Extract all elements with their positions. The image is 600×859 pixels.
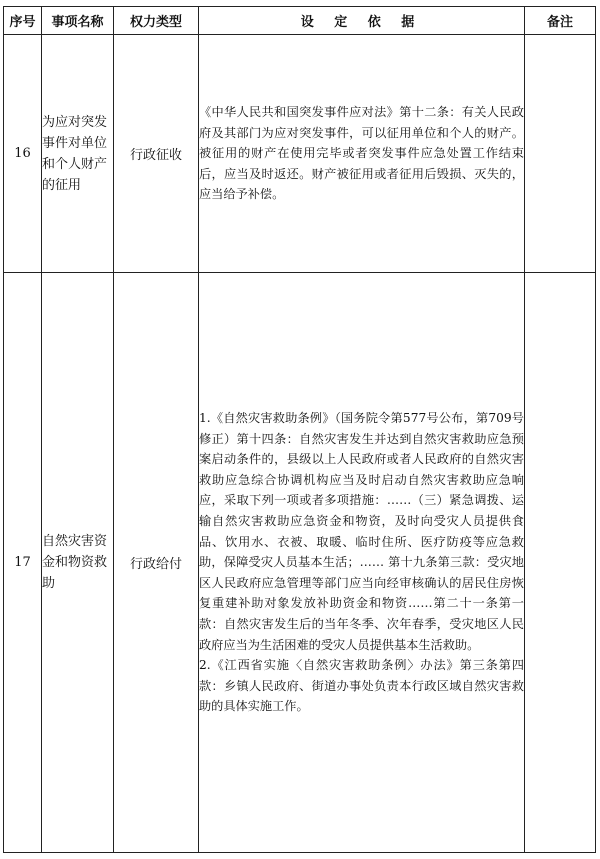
basis-paragraph: 2.《江西省实施〈自然灾害救助条例〉办法》第三条第四款：乡镇人民政府、街道办事处负责本行政区域自然灾害救助的具体实施工作。 xyxy=(199,658,524,714)
row-remark xyxy=(525,35,596,273)
basis-paragraph: 《中华人民共和国突发事件应对法》第十二条：有关人民政府及其部门为应对突发事件，可以征用单位和个人的财产。被征用的财产在使用完毕或者突发事件应急处置工作结束后，应当及时返还。财产被征用或者征用后毁损、灭失的，应当给予补偿。 xyxy=(199,105,524,202)
basis-paragraph: 1.《自然灾害救助条例》（国务院令第577号公布，第709号修正）第十四条：自然灾害发生并达到自然灾害救助应急预案启动条件的，县级以上人民政府或者人民政府的自然灾害救助应急综合协调机构应当及时启动自然灾害救助应急响应，采取下列一项或者多项措施：……（三）紧急调拨、运输自然灾害救助应急资金和物资，及时向受灾人员提供食品、饮用水、衣被、取暖、临时住所、医疗防疫等应急救助，保障受灾人员基本生活；…… 第十九条第三款：受灾地区人民政府应急管理等部门应当向经审核确认的居民住房恢复重建补助对象发放补助资金和物资……第二十一条第一款：自然灾害发生后的当年冬季、次年春季，受灾地区人民政府应当为生活困难的受灾人员提供基本生活救助。 xyxy=(199,411,524,652)
header-seq: 序号 xyxy=(4,7,42,35)
row-power-type: 行政给付 xyxy=(114,273,199,853)
row-remark xyxy=(525,273,596,853)
table-row xyxy=(4,35,596,273)
row-power-type: 行政征收 xyxy=(114,35,199,273)
table-row xyxy=(4,273,596,853)
row-seq: 16 xyxy=(4,35,42,273)
row-seq: 17 xyxy=(4,273,42,853)
row-item-name: 自然灾害资金和物资救助 xyxy=(42,273,114,853)
row-item-name: 为应对突发事件对单位和个人财产的征用 xyxy=(42,35,114,273)
row-legal-basis xyxy=(199,35,525,273)
header-item-name: 事项名称 xyxy=(42,7,114,35)
header-remark: 备注 xyxy=(525,7,596,35)
table-header-row xyxy=(4,7,596,35)
header-power-type: 权力类型 xyxy=(114,7,199,35)
power-list-table xyxy=(3,6,596,853)
row-legal-basis xyxy=(199,273,525,853)
header-legal-basis: 设 定 依 据 xyxy=(199,7,525,35)
